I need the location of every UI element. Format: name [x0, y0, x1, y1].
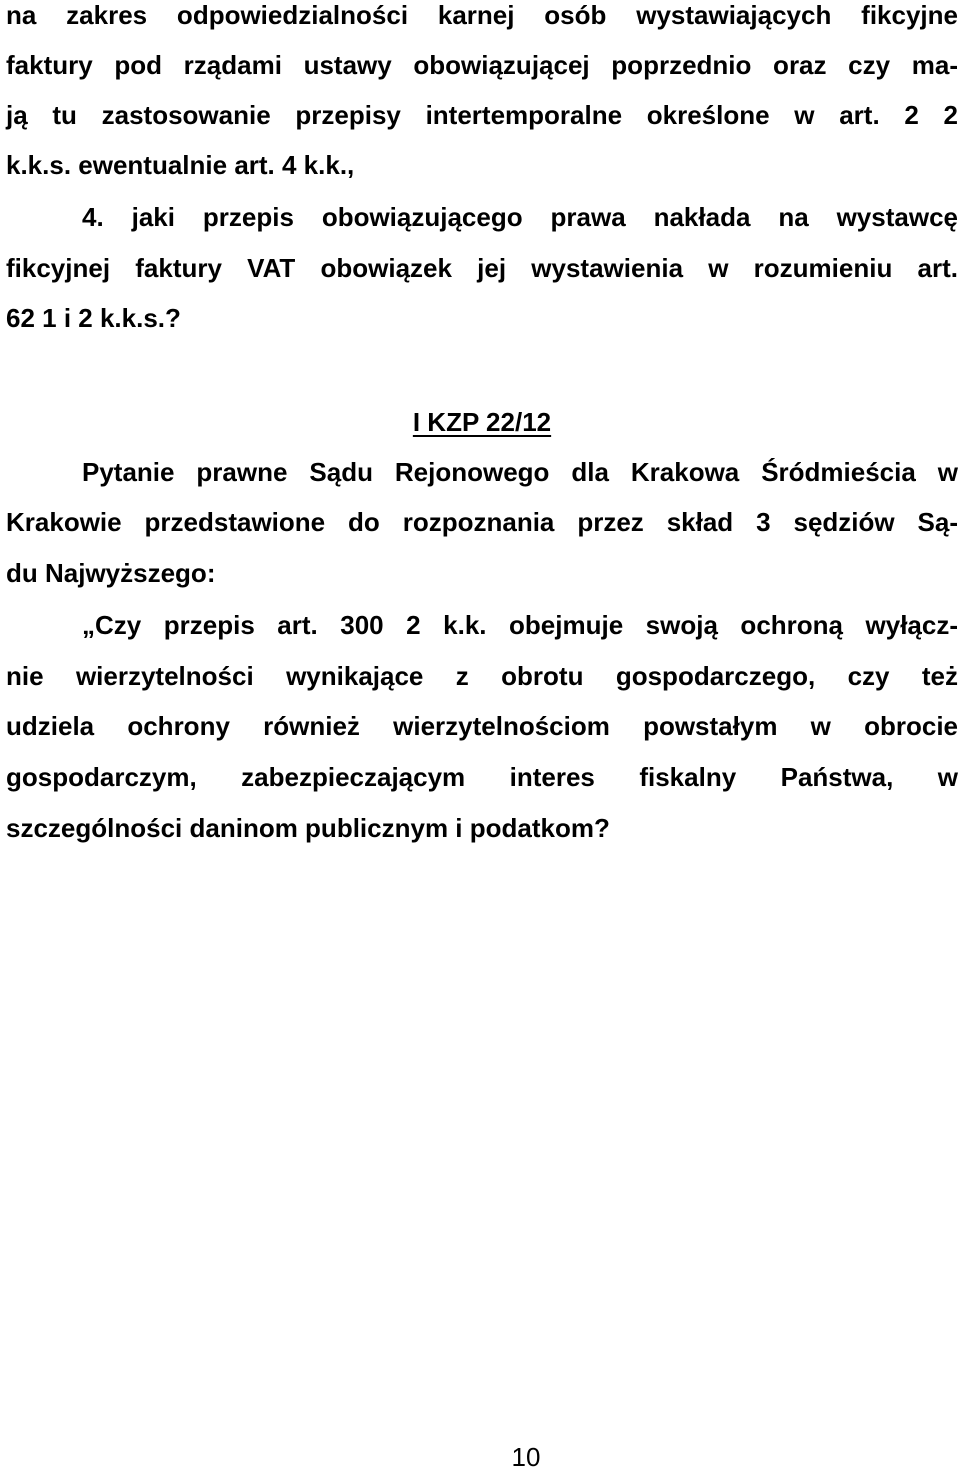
- page-number: 10: [511, 1442, 541, 1472]
- intro-line-1: na zakres odpowiedzialności karnej osób wystawiających fikcyjne: [6, 0, 958, 30]
- intro-line-6: fikcyjnej faktury VAT obowiązek jej wystawienia w rozumieniu art.: [6, 253, 958, 283]
- question-line-2: Krakowie przedstawione do rozpoznania przez skład 3 sędziów Są-: [6, 507, 958, 537]
- question-line-3: du Najwyższego:: [6, 558, 216, 588]
- quote-line-5: szczególności daninom publicznym i podatkom?: [6, 813, 610, 843]
- intro-line-5: 4. jaki przepis obowiązującego prawa nakłada na wystawcę: [82, 202, 958, 232]
- intro-line-2: faktury pod rządami ustawy obowiązującej poprzednio oraz czy ma-: [6, 50, 958, 80]
- intro-line-3: ją tu zastosowanie przepisy intertemporalne określone w art. 2 2: [6, 100, 958, 130]
- quote-line-1: „Czy przepis art. 300 2 k.k. obejmuje swoją ochroną wyłącz-: [82, 610, 958, 640]
- quote-line-3: udziela ochrony również wierzytelnościom powstałym w obrocie: [6, 711, 958, 741]
- quote-line-4: gospodarczym, zabezpieczającym interes fiskalny Państwa, w: [6, 762, 958, 792]
- intro-line-4: k.k.s. ewentualnie art. 4 k.k.,: [6, 150, 355, 180]
- case-signature-text: I KZP 22/12: [412, 407, 552, 437]
- case-signature: [6, 402, 958, 442]
- intro-line-7: 62 1 i 2 k.k.s.?: [6, 303, 181, 333]
- quote-line-2: nie wierzytelności wynikające z obrotu gospodarczego, czy też: [6, 661, 958, 691]
- question-line-1: Pytanie prawne Sądu Rejonowego dla Krakowa Śródmieścia w: [82, 457, 958, 487]
- document-page: [6, 0, 958, 1478]
